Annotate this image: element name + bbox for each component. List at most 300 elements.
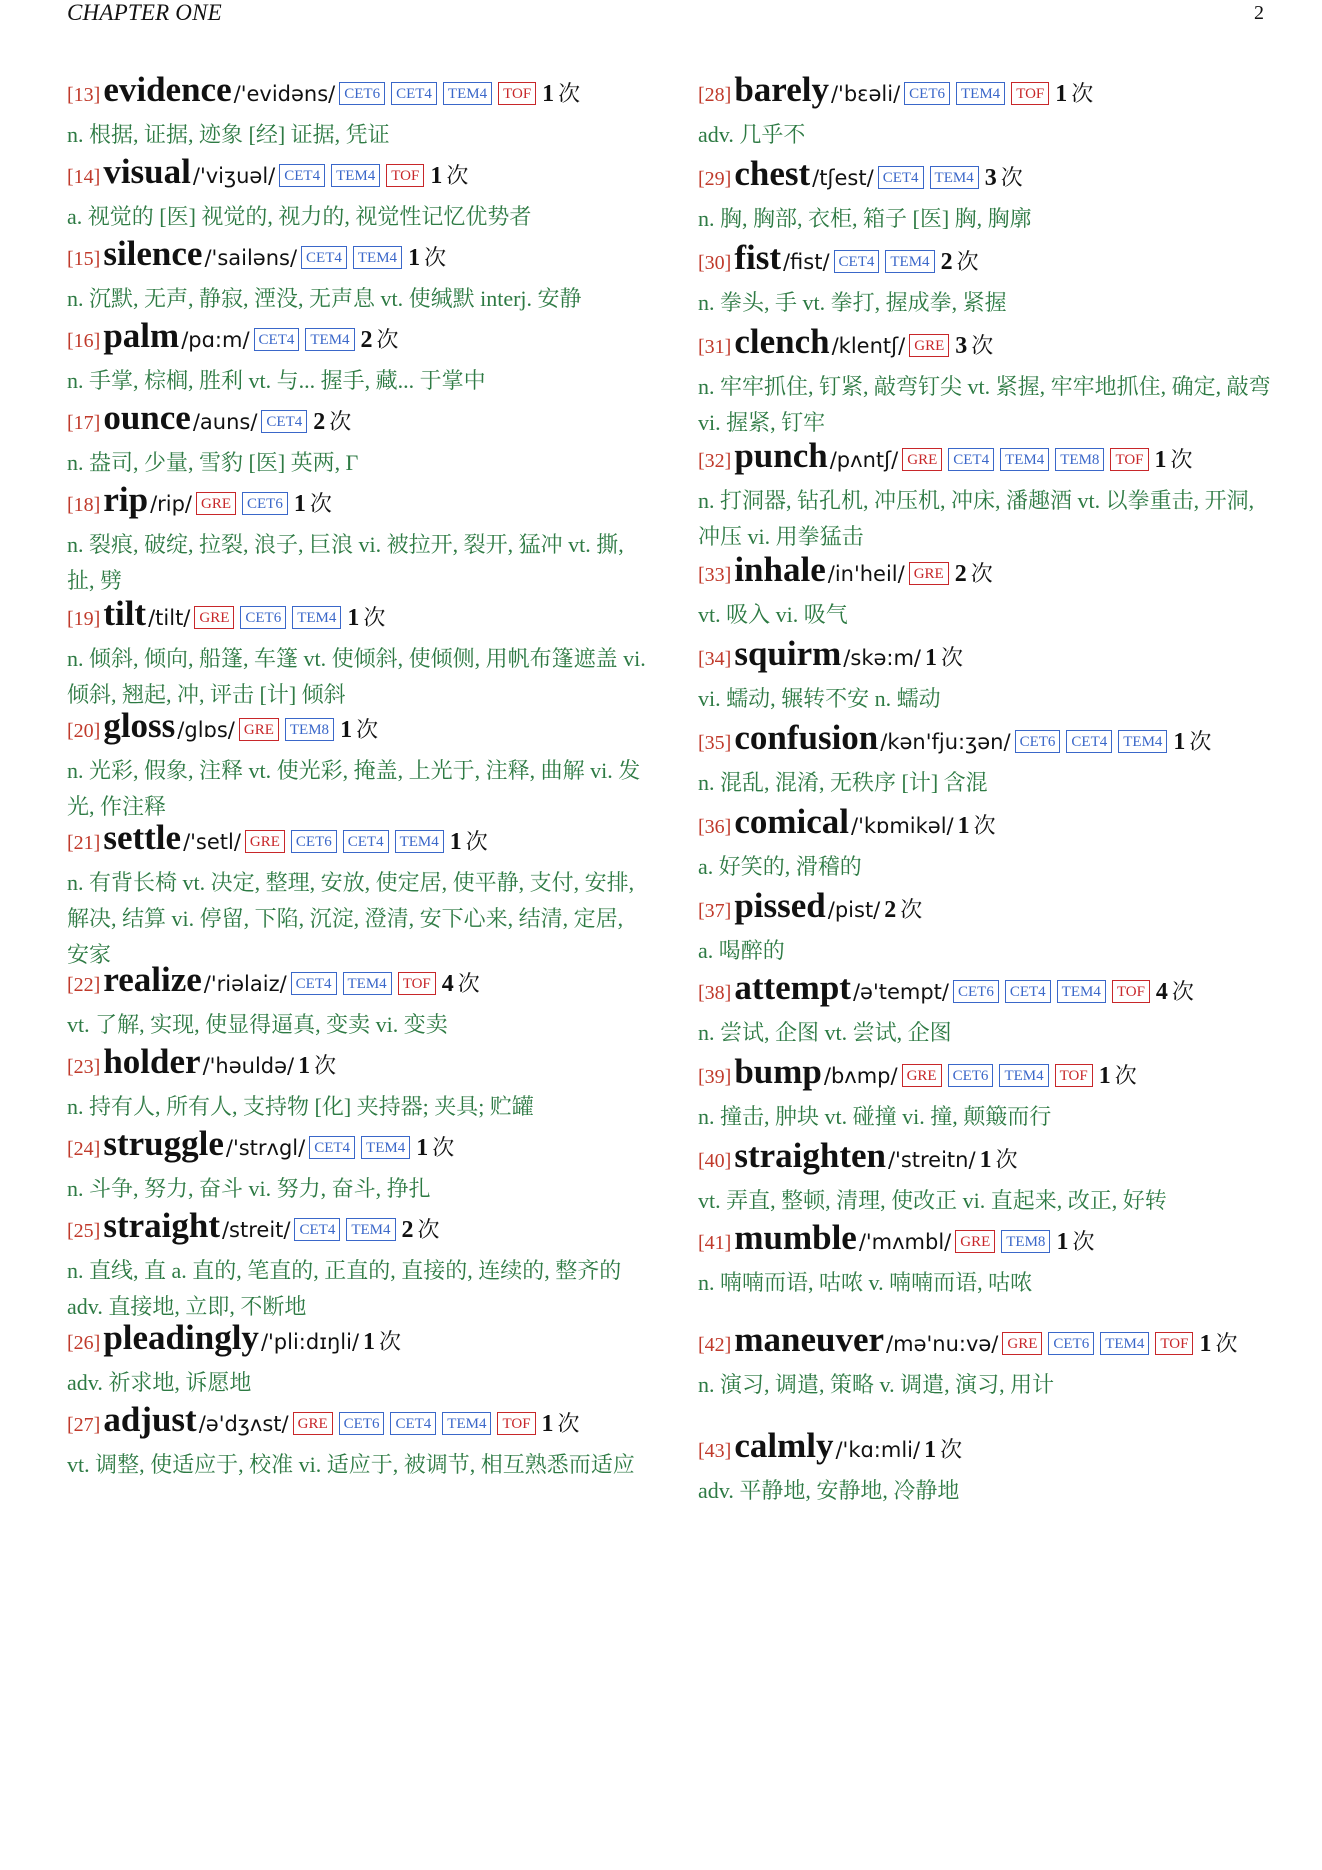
phonetic: /skə:m/ <box>843 646 922 670</box>
entry-headline <box>698 636 1278 679</box>
dictionary-entry <box>67 400 647 481</box>
entry-headline <box>67 1320 647 1363</box>
count-number: 1 <box>1173 729 1186 755</box>
count-unit: 次 <box>363 605 386 630</box>
dictionary-entry <box>67 962 647 1043</box>
exam-tag: CET4 <box>301 246 347 269</box>
count-number: 2 <box>401 1217 414 1243</box>
phonetic: /'streitn/ <box>887 1148 976 1172</box>
count-unit: 次 <box>417 1217 440 1242</box>
exam-tag: TEM4 <box>1000 448 1049 471</box>
phonetic: /'kɒmikəl/ <box>851 814 954 838</box>
definition: n. 牢牢抓住, 钉紧, 敲弯钉尖 vt. 紧握, 牢牢地抓住, 确定, 敲弯 vi. 握紧, 钉牢 <box>698 374 1271 435</box>
exam-tag: TEM8 <box>1055 448 1104 471</box>
count-number: 1 <box>298 1053 311 1079</box>
occurrence-count <box>408 245 446 270</box>
exam-tag: GRE <box>196 492 236 515</box>
occurrence-count <box>1156 979 1194 1004</box>
entry-number: [35] <box>698 732 732 754</box>
exam-tag: TEM4 <box>1118 730 1167 753</box>
definition: vi. 蠕动, 辗转不安 n. 蠕动 <box>698 686 941 711</box>
dictionary-entry <box>67 1044 647 1125</box>
definition: vt. 吸入 vi. 吸气 <box>698 602 848 627</box>
phonetic: /ə'dʒʌst/ <box>198 1412 289 1436</box>
exam-tag: TEM4 <box>331 164 380 187</box>
entry-number: [15] <box>67 248 101 270</box>
phonetic: /klentʃ/ <box>831 334 906 358</box>
occurrence-count <box>941 249 979 274</box>
count-unit: 次 <box>900 897 923 922</box>
definition: n. 拳头, 手 vt. 拳打, 握成拳, 紧握 <box>698 290 1007 315</box>
entry-number: [17] <box>67 412 101 434</box>
dictionary-entry <box>698 324 1278 441</box>
exam-tag: TOF <box>497 1412 535 1435</box>
headword: struggle <box>103 1124 224 1163</box>
definition: n. 有背长椅 vt. 决定, 整理, 安放, 使定居, 使平静, 支付, 安排, 解决, 结算 vi. 停留, 下陷, 沉淀, 澄清, 安下心来, 结清, 定居, 安家 <box>67 870 635 967</box>
entry-headline <box>698 1220 1278 1263</box>
definition: n. 胸, 胸部, 衣柜, 箱子 [医] 胸, 胸廓 <box>698 206 1032 231</box>
entry-headline <box>67 400 647 443</box>
exam-tag: GRE <box>293 1412 333 1435</box>
entry-number: [29] <box>698 168 732 190</box>
definition: n. 倾斜, 倾向, 船篷, 车篷 vt. 使倾斜, 使倾侧, 用帆布篷遮盖 vi. 倾斜, 翘起, 冲, 评击 [计] 倾斜 <box>67 646 646 707</box>
exam-tag: GRE <box>194 606 234 629</box>
definition: n. 混乱, 混淆, 无秩序 [计] 含混 <box>698 770 988 795</box>
phonetic: /fist/ <box>782 250 830 274</box>
occurrence-count <box>298 1053 336 1078</box>
entry-number: [38] <box>698 982 732 1004</box>
definition: n. 根据, 证据, 迹象 [经] 证据, 凭证 <box>67 122 390 147</box>
occurrence-count <box>450 829 488 854</box>
exam-tag: TOF <box>498 82 536 105</box>
exam-tag: TEM4 <box>343 972 392 995</box>
exam-tag: TEM4 <box>442 1412 491 1435</box>
definition: n. 手掌, 棕榈, 胜利 vt. 与... 握手, 藏... 于掌中 <box>67 368 486 393</box>
phonetic: /'pli:dɪŋli/ <box>260 1330 360 1354</box>
exam-tag: CET6 <box>291 830 337 853</box>
entry-headline <box>67 1126 647 1169</box>
count-unit: 次 <box>379 1329 402 1354</box>
entry-number: [41] <box>698 1232 732 1254</box>
count-unit: 次 <box>956 249 979 274</box>
entry-number: [16] <box>67 330 101 352</box>
exam-tag: CET6 <box>339 1412 385 1435</box>
exam-tag: TEM4 <box>292 606 341 629</box>
count-unit: 次 <box>1071 81 1094 106</box>
entry-number: [26] <box>67 1332 101 1354</box>
headword: attempt <box>734 968 851 1007</box>
entry-headline <box>698 1138 1278 1181</box>
exam-tag: CET4 <box>1005 980 1051 1003</box>
entry-headline <box>67 154 647 197</box>
exam-tag: TEM4 <box>443 82 492 105</box>
phonetic: /'sailəns/ <box>204 246 298 270</box>
exam-tag: CET6 <box>1015 730 1061 753</box>
count-number: 1 <box>1055 81 1068 107</box>
count-unit: 次 <box>309 491 332 516</box>
entry-headline <box>698 888 1278 931</box>
entry-number: [42] <box>698 1334 732 1356</box>
phonetic: /in'heil/ <box>827 562 905 586</box>
entry-headline <box>698 804 1278 847</box>
headword: bump <box>734 1052 822 1091</box>
headword: maneuver <box>734 1320 885 1359</box>
count-unit: 次 <box>1215 1331 1238 1356</box>
entry-headline <box>698 438 1278 481</box>
occurrence-count <box>542 1411 580 1436</box>
count-unit: 次 <box>457 971 480 996</box>
count-number: 1 <box>347 605 360 631</box>
entry-number: [22] <box>67 974 101 996</box>
count-number: 1 <box>340 717 353 743</box>
dictionary-entry <box>67 236 647 317</box>
entry-number: [20] <box>67 720 101 742</box>
count-number: 2 <box>954 561 967 587</box>
exam-tag: TEM4 <box>1100 1332 1149 1355</box>
occurrence-count <box>416 1135 454 1160</box>
exam-tag: TEM4 <box>346 1218 395 1241</box>
entry-number: [27] <box>67 1414 101 1436</box>
exam-tag: CET6 <box>339 82 385 105</box>
occurrence-count <box>955 333 993 358</box>
entry-headline <box>698 1054 1278 1097</box>
definition: a. 喝醉的 <box>698 938 785 963</box>
exam-tag: GRE <box>239 718 279 741</box>
exam-tag: CET4 <box>254 328 300 351</box>
occurrence-count <box>985 165 1023 190</box>
definition: n. 盎司, 少量, 雪豹 [医] 英两, Γ <box>67 450 359 475</box>
exam-tag: TOF <box>398 972 436 995</box>
exam-tag: TOF <box>1011 82 1049 105</box>
entry-number: [33] <box>698 564 732 586</box>
exam-tag: TEM4 <box>930 166 979 189</box>
phonetic: /pist/ <box>827 898 881 922</box>
occurrence-count <box>1155 447 1193 472</box>
headword: punch <box>734 436 828 475</box>
entry-number: [31] <box>698 336 732 358</box>
exam-tag: GRE <box>1002 1332 1042 1355</box>
count-unit: 次 <box>1171 979 1194 1004</box>
count-unit: 次 <box>432 1135 455 1160</box>
dictionary-entry <box>67 482 647 599</box>
exam-tag: TEM8 <box>285 718 334 741</box>
dictionary-entry <box>67 1126 647 1207</box>
headword: mumble <box>734 1218 857 1257</box>
headword: tilt <box>103 594 147 633</box>
headword: realize <box>103 960 202 999</box>
count-number: 1 <box>430 163 443 189</box>
headword: gloss <box>103 706 176 745</box>
dictionary-entry <box>698 240 1278 321</box>
count-unit: 次 <box>557 1411 580 1436</box>
exam-tag: TEM4 <box>361 1136 410 1159</box>
exam-tag: TEM4 <box>395 830 444 853</box>
count-unit: 次 <box>314 1053 337 1078</box>
entry-headline <box>67 820 647 863</box>
count-number: 1 <box>541 1411 554 1437</box>
occurrence-count <box>958 813 996 838</box>
entry-headline <box>698 1428 1278 1471</box>
dictionary-entry <box>67 820 647 973</box>
exam-tag: CET4 <box>291 972 337 995</box>
exam-tag: GRE <box>955 1230 995 1253</box>
count-unit: 次 <box>446 163 469 188</box>
headword: rip <box>103 480 149 519</box>
headword: chest <box>734 154 811 193</box>
exam-tag: GRE <box>902 448 942 471</box>
definition: n. 沉默, 无声, 静寂, 湮没, 无声息 vt. 使缄默 interj. 安静 <box>67 286 582 311</box>
occurrence-count <box>955 561 993 586</box>
count-number: 1 <box>408 245 421 271</box>
chapter-title: CHAPTER ONE <box>67 0 222 25</box>
phonetic: /'bɛəli/ <box>830 82 901 106</box>
exam-tag: CET6 <box>948 1064 994 1087</box>
entry-number: [18] <box>67 494 101 516</box>
dictionary-entry <box>698 720 1278 801</box>
exam-tag: CET4 <box>309 1136 355 1159</box>
definition: n. 斗争, 努力, 奋斗 vi. 努力, 奋斗, 挣扎 <box>67 1176 431 1201</box>
entry-headline <box>67 318 647 361</box>
exam-tag: TEM8 <box>1001 1230 1050 1253</box>
definition: a. 好笑的, 滑稽的 <box>698 854 862 879</box>
headword: barely <box>734 70 829 109</box>
count-number: 4 <box>1155 979 1168 1005</box>
count-unit: 次 <box>1170 447 1193 472</box>
occurrence-count <box>1056 1229 1094 1254</box>
definition: n. 尝试, 企图 vt. 尝试, 企图 <box>698 1020 952 1045</box>
headword: pleadingly <box>103 1318 259 1357</box>
exam-tag: TOF <box>1055 1064 1093 1087</box>
entry-number: [21] <box>67 832 101 854</box>
count-unit: 次 <box>940 1437 963 1462</box>
dictionary-entry <box>698 888 1278 969</box>
phonetic: /bʌmp/ <box>823 1064 898 1088</box>
occurrence-count <box>1055 81 1093 106</box>
dictionary-entry <box>698 1220 1278 1301</box>
headword: silence <box>103 234 203 273</box>
count-number: 1 <box>1199 1331 1212 1357</box>
dictionary-entry <box>698 1054 1278 1135</box>
dictionary-entry <box>67 596 647 713</box>
entry-headline <box>67 72 647 115</box>
count-unit: 次 <box>1072 1229 1095 1254</box>
exam-tag: CET4 <box>878 166 924 189</box>
entry-number: [14] <box>67 166 101 188</box>
phonetic: /tʃest/ <box>812 166 874 190</box>
entry-headline <box>698 552 1278 595</box>
headword: pissed <box>734 886 826 925</box>
entry-number: [13] <box>67 84 101 106</box>
count-number: 1 <box>924 1437 937 1463</box>
count-number: 1 <box>416 1135 429 1161</box>
dictionary-entry <box>698 438 1278 555</box>
definition: n. 喃喃而语, 咕哝 v. 喃喃而语, 咕哝 <box>698 1270 1033 1295</box>
entry-headline <box>67 1044 647 1087</box>
headword: adjust <box>103 1400 197 1439</box>
entry-number: [36] <box>698 816 732 838</box>
count-number: 1 <box>363 1329 376 1355</box>
dictionary-entry <box>698 970 1278 1051</box>
exam-tag: TOF <box>1155 1332 1193 1355</box>
count-number: 1 <box>542 81 555 107</box>
occurrence-count <box>313 409 351 434</box>
occurrence-count <box>1099 1063 1137 1088</box>
entry-headline <box>698 324 1278 367</box>
dictionary-entry <box>67 1320 647 1401</box>
count-number: 1 <box>1098 1063 1111 1089</box>
exam-tag: TEM4 <box>353 246 402 269</box>
entry-headline <box>698 720 1278 763</box>
count-unit: 次 <box>329 409 352 434</box>
count-number: 2 <box>940 249 953 275</box>
dictionary-entry <box>67 1402 647 1483</box>
count-unit: 次 <box>941 645 964 670</box>
dictionary-entry <box>698 636 1278 717</box>
dictionary-entry <box>698 552 1278 633</box>
dictionary-entry <box>698 156 1278 237</box>
entry-headline <box>698 970 1278 1013</box>
exam-tag: TEM4 <box>999 1064 1048 1087</box>
count-unit: 次 <box>424 245 447 270</box>
page-number: 2 <box>1254 2 1264 24</box>
phonetic: /'mʌmbl/ <box>858 1230 952 1254</box>
count-unit: 次 <box>1189 729 1212 754</box>
occurrence-count <box>442 971 480 996</box>
entry-headline <box>67 236 647 279</box>
phonetic: /'viʒuəl/ <box>192 164 276 188</box>
phonetic: /rip/ <box>150 492 193 516</box>
occurrence-count <box>402 1217 440 1242</box>
headword: settle <box>103 818 182 857</box>
occurrence-count <box>924 1437 962 1462</box>
exam-tag: GRE <box>909 562 949 585</box>
exam-tag: CET4 <box>294 1218 340 1241</box>
dictionary-entry <box>67 708 647 825</box>
occurrence-count <box>1173 729 1211 754</box>
headword: confusion <box>734 718 879 757</box>
occurrence-count <box>340 717 378 742</box>
phonetic: /'strʌgl/ <box>225 1136 306 1160</box>
exam-tag: CET6 <box>242 492 288 515</box>
exam-tag: CET6 <box>953 980 999 1003</box>
entry-number: [39] <box>698 1066 732 1088</box>
definition: n. 持有人, 所有人, 支持物 [化] 夹持器; 夹具; 贮罐 <box>67 1094 534 1119</box>
exam-tag: GRE <box>245 830 285 853</box>
exam-tag: CET6 <box>240 606 286 629</box>
entry-number: [24] <box>67 1138 101 1160</box>
occurrence-count <box>361 327 399 352</box>
headword: evidence <box>103 70 232 109</box>
definition: n. 撞击, 肿块 vt. 碰撞 vi. 撞, 颠簸而行 <box>698 1104 1052 1129</box>
phonetic: /auns/ <box>192 410 258 434</box>
count-number: 2 <box>313 409 326 435</box>
dictionary-entry <box>67 154 647 235</box>
phonetic: /pʌntʃ/ <box>829 448 899 472</box>
headword: comical <box>734 802 850 841</box>
exam-tag: CET6 <box>904 82 950 105</box>
entry-number: [43] <box>698 1440 732 1462</box>
occurrence-count <box>980 1147 1018 1172</box>
occurrence-count <box>884 897 922 922</box>
definition: vt. 弄直, 整顿, 清理, 使改正 vi. 直起来, 改正, 好转 <box>698 1188 1167 1213</box>
dictionary-entry <box>698 1322 1278 1403</box>
definition: n. 直线, 直 a. 直的, 笔直的, 正直的, 直接的, 连续的, 整齐的 adv. 直接地, 立即, 不断地 <box>67 1258 622 1319</box>
phonetic: /kən'fju:ʒən/ <box>880 730 1011 754</box>
dictionary-entry <box>698 72 1278 153</box>
count-number: 1 <box>957 813 970 839</box>
count-unit: 次 <box>970 561 993 586</box>
count-number: 1 <box>925 645 938 671</box>
exam-tag: CET4 <box>391 82 437 105</box>
entry-headline <box>67 596 647 639</box>
entry-number: [30] <box>698 252 732 274</box>
dictionary-entry <box>67 72 647 153</box>
definition: adv. 平静地, 安静地, 冷静地 <box>698 1478 960 1503</box>
headword: squirm <box>734 634 842 673</box>
count-number: 2 <box>360 327 373 353</box>
phonetic: /glɒs/ <box>177 718 235 742</box>
occurrence-count <box>294 491 332 516</box>
exam-tag: TOF <box>386 164 424 187</box>
phonetic: /tilt/ <box>148 606 191 630</box>
dictionary-entry <box>698 1428 1278 1509</box>
headword: clench <box>734 322 830 361</box>
entry-headline <box>698 1322 1278 1365</box>
phonetic: /ə'tempt/ <box>852 980 949 1004</box>
headword: inhale <box>734 550 826 589</box>
exam-tag: CET4 <box>834 250 880 273</box>
definition: n. 光彩, 假象, 注释 vt. 使光彩, 掩盖, 上光于, 注释, 曲解 vi. 发光, 作注释 <box>67 758 641 819</box>
headword: visual <box>103 152 191 191</box>
count-number: 1 <box>1154 447 1167 473</box>
count-number: 4 <box>441 971 454 997</box>
occurrence-count <box>542 81 580 106</box>
exam-tag: TEM4 <box>885 250 934 273</box>
count-number: 1 <box>1056 1229 1069 1255</box>
definition: a. 视觉的 [医] 视觉的, 视力的, 视觉性记忆优势者 <box>67 204 532 229</box>
occurrence-count <box>363 1329 401 1354</box>
exam-tag: TOF <box>1112 980 1150 1003</box>
exam-tag: TEM4 <box>305 328 354 351</box>
count-unit: 次 <box>558 81 581 106</box>
count-unit: 次 <box>376 327 399 352</box>
count-number: 1 <box>293 491 306 517</box>
entry-headline <box>698 240 1278 283</box>
entry-number: [19] <box>67 608 101 630</box>
exam-tag: TOF <box>1110 448 1148 471</box>
headword: straight <box>103 1206 220 1245</box>
entry-number: [37] <box>698 900 732 922</box>
count-unit: 次 <box>1000 165 1023 190</box>
entry-number: [23] <box>67 1056 101 1078</box>
count-unit: 次 <box>465 829 488 854</box>
exam-tag: CET4 <box>261 410 307 433</box>
exam-tag: CET4 <box>279 164 325 187</box>
definition: adv. 祈求地, 诉愿地 <box>67 1370 252 1395</box>
phonetic: /'evidəns/ <box>233 82 336 106</box>
exam-tag: CET4 <box>1066 730 1112 753</box>
definition: vt. 了解, 实现, 使显得逼真, 变卖 vi. 变卖 <box>67 1012 448 1037</box>
entry-number: [34] <box>698 648 732 670</box>
definition: n. 演习, 调遣, 策略 v. 调遣, 演习, 用计 <box>698 1372 1055 1397</box>
exam-tag: CET4 <box>343 830 389 853</box>
phonetic: /'setl/ <box>183 830 241 854</box>
exam-tag: CET6 <box>1048 1332 1094 1355</box>
count-number: 3 <box>955 333 968 359</box>
occurrence-count <box>1199 1331 1237 1356</box>
exam-tag: GRE <box>902 1064 942 1087</box>
phonetic: /'həuldə/ <box>202 1054 295 1078</box>
